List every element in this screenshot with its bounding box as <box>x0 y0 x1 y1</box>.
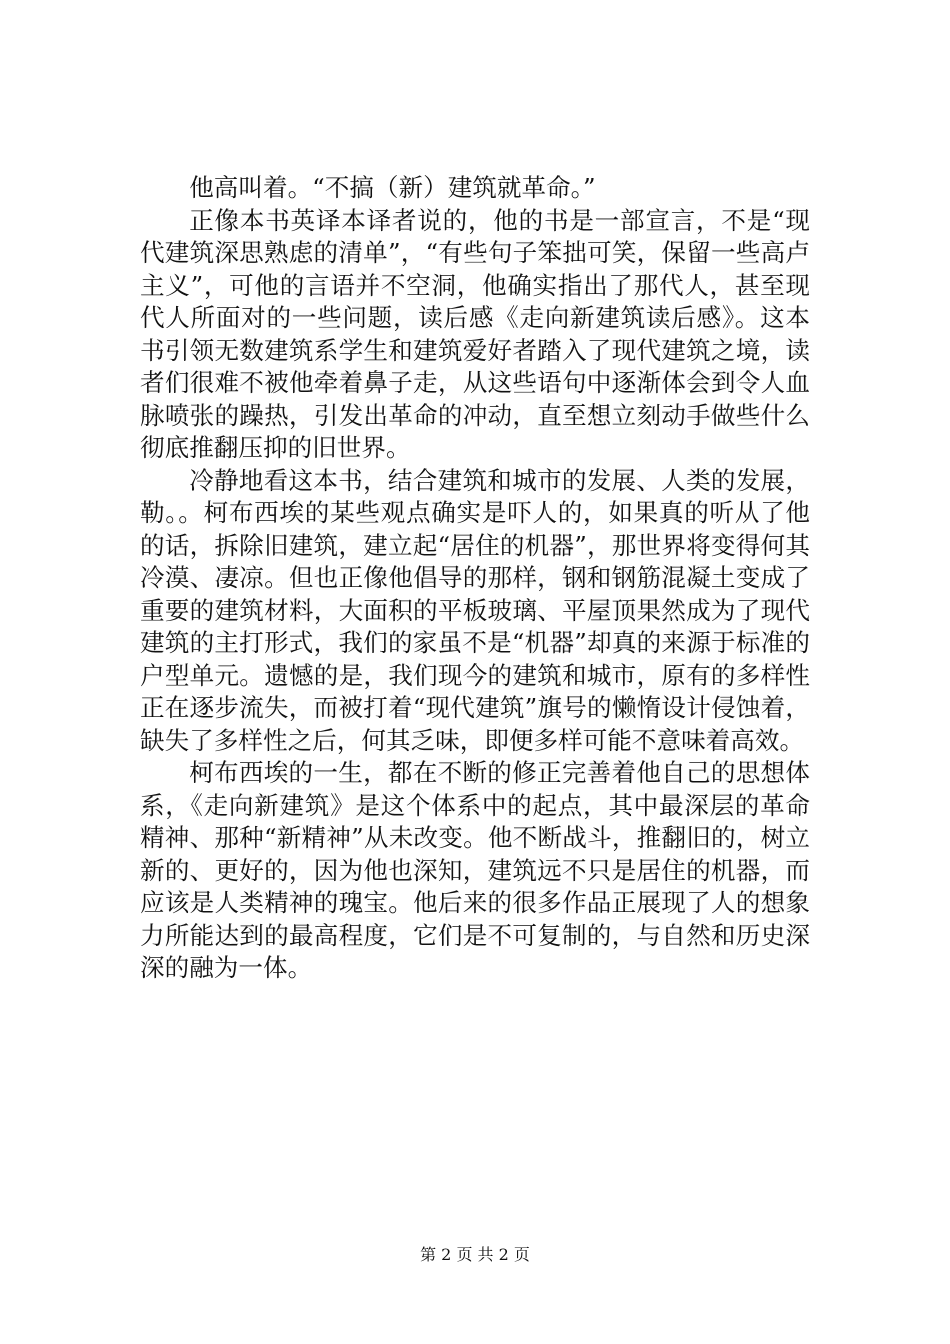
document-body <box>140 172 810 985</box>
paragraph: 他高叫着。“不搞（新）建筑就革命。” <box>189 173 596 202</box>
page-footer <box>0 1245 950 1265</box>
page-number-label: 第 2 页 共 2 页 <box>420 1245 530 1264</box>
paragraph: 正像本书英译本译者说的，他的书是一部宣言，不是“现代建筑深思熟虑的清单”，“有些句子笨拙可笑，保留一些高卢主义”，可他的言语并不空洞，他确实指出了那代人，甚至现代人所面对的一些问题，读后感《走向新建筑读后感》。这本书引领无数建筑系学生和建筑爱好者踏入了现代建筑之境，读者们很难不被他牵着鼻子走，从这些语句中逐渐体会到令人血脉喷张的躁热，引发出革命的冲动，直至想立刻动手做些什么彻底推翻压抑的旧世界。 <box>140 205 810 462</box>
paragraph: 柯布西埃的一生，都在不断的修正完善着他自己的思想体系，《走向新建筑》是这个体系中的起点，其中最深层的革命精神、那种“新精神”从未改变。他不断战斗，推翻旧的，树立新的、更好的，因为他也深知，建筑远不只是居住的机器，而应该是人类精神的瑰宝。他后来的很多作品正展现了人的想象力所能达到的最高程度，它们是不可复制的，与自然和历史深深的融为一体。 <box>140 758 810 982</box>
paragraph: 冷静地看这本书，结合建筑和城市的发展、人类的发展，勒。。柯布西埃的某些观点确实是吓人的，如果真的听从了他的话，拆除旧建筑，建立起“居住的机器”，那世界将变得何其冷漠、凄凉。但也正像他倡导的那样，钢和钢筋混凝土变成了重要的建筑材料，大面积的平板玻璃、平屋顶果然成为了现代建筑的主打形式，我们的家虽不是“机器”却真的来源于标准的户型单元。遗憾的是，我们现今的建筑和城市，原有的多样性正在逐步流失，而被打着“现代建筑”旗号的懒惰设计侵蚀着，缺失了多样性之后，何其乏味，即便多样可能不意味着高效。 <box>140 465 810 755</box>
